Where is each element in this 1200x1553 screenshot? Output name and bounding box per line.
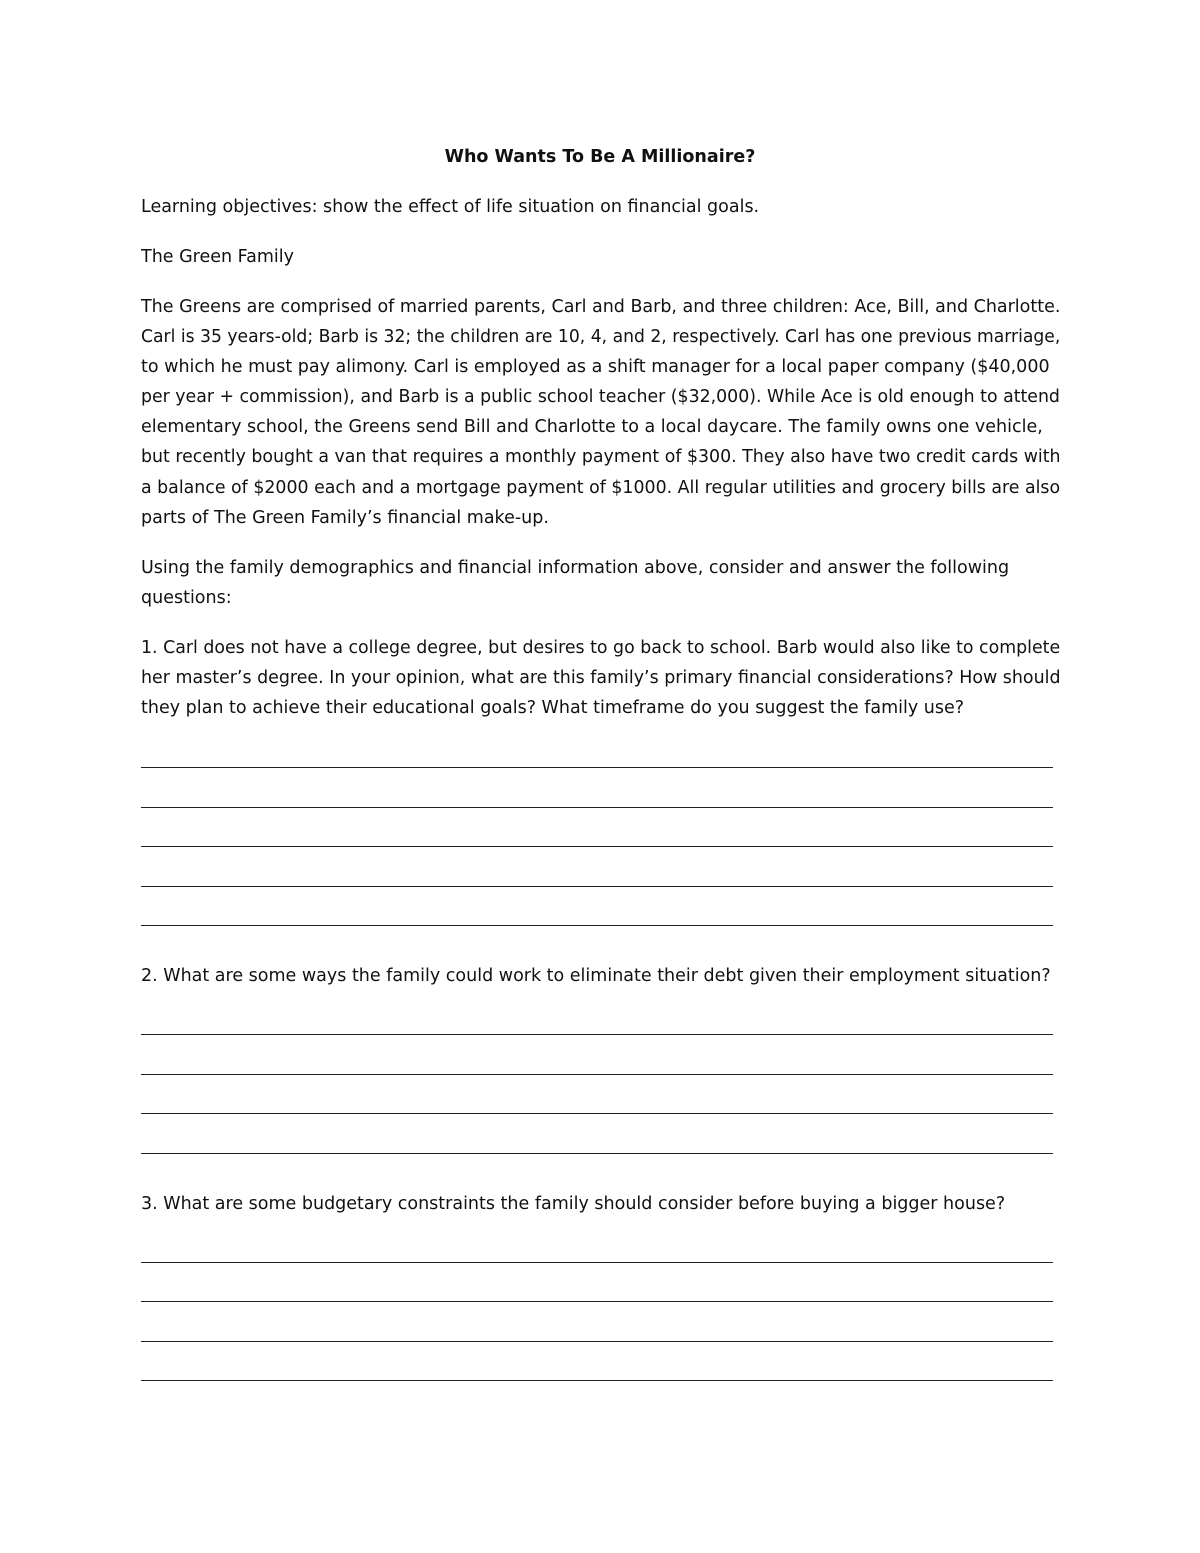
answer-line-q2[interactable]	[141, 1034, 1053, 1035]
instruction-line: questions:	[141, 588, 232, 608]
paragraph-line: a balance of $2000 each and a mortgage payment of $1000. All regular utilities and grocery bills are also	[141, 478, 1061, 498]
family-heading: The Green Family	[141, 247, 294, 267]
instruction-line: Using the family demographics and financial information above, consider and answer the following	[141, 558, 1010, 578]
answer-line-q2[interactable]	[141, 1153, 1053, 1154]
answer-line-q2[interactable]	[141, 1113, 1053, 1114]
page-title: Who Wants To Be A Millionaire?	[444, 147, 756, 167]
answer-line-q1[interactable]	[141, 767, 1053, 768]
question-1-line: they plan to achieve their educational goals? What timeframe do you suggest the family use?	[141, 698, 965, 718]
question-1-line: 1. Carl does not have a college degree, but desires to go back to school. Barb would also like to complete	[141, 638, 1061, 658]
answer-line-q3[interactable]	[141, 1380, 1053, 1381]
answer-line-q3[interactable]	[141, 1262, 1053, 1263]
paragraph-line: The Greens are comprised of married parents, Carl and Barb, and three children: Ace, Bill, and Charlotte.	[141, 297, 1061, 317]
paragraph-line: Carl is 35 years-old; Barb is 32; the children are 10, 4, and 2, respectively. Carl has one previous marriage,	[141, 327, 1061, 347]
paragraph-line: but recently bought a van that requires a monthly payment of $300. They also have two credit cards with	[141, 447, 1061, 467]
answer-line-q3[interactable]	[141, 1301, 1053, 1302]
paragraph-line: elementary school, the Greens send Bill and Charlotte to a local daycare. The family owns one vehicle,	[141, 417, 1043, 437]
question-3: 3. What are some budgetary constraints the family should consider before buying a bigger house?	[141, 1194, 1006, 1214]
learning-objectives: Learning objectives: show the effect of life situation on financial goals.	[141, 197, 760, 217]
paragraph-line: to which he must pay alimony. Carl is employed as a shift manager for a local paper company ($40,000	[141, 357, 1050, 377]
answer-line-q3[interactable]	[141, 1341, 1053, 1342]
answer-line-q1[interactable]	[141, 925, 1053, 926]
answer-line-q2[interactable]	[141, 1074, 1053, 1075]
answer-line-q1[interactable]	[141, 846, 1053, 847]
answer-line-q1[interactable]	[141, 807, 1053, 808]
answer-line-q1[interactable]	[141, 886, 1053, 887]
question-2: 2. What are some ways the family could work to eliminate their debt given their employment situation?	[141, 966, 1051, 986]
paragraph-line: per year + commission), and Barb is a public school teacher ($32,000). While Ace is old enough to attend	[141, 387, 1060, 407]
question-1-line: her master’s degree. In your opinion, what are this family’s primary financial considerations? How should	[141, 668, 1061, 688]
paragraph-line: parts of The Green Family’s financial make-up.	[141, 508, 549, 528]
